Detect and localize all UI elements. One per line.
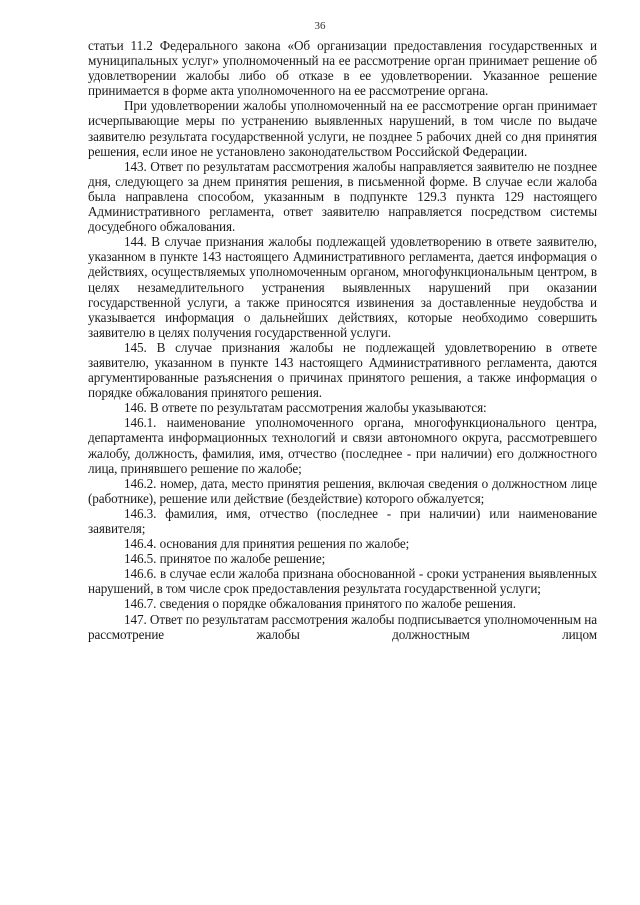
paragraph-146-7: 146.7. сведения о порядке обжалования принятого по жалобе решения. <box>124 596 516 612</box>
paragraph-143: 143. Ответ по результатам рассмотрения жалобы направляется заявителю не позднее дня, следующего за днем принятия решения, в письменной форме. В случае если жалоба была направлена способом, указанным в подпункте 129.3 пункта 129 настоящего Административного регламента, ответ заявителю направляется посредством системы досудебного обжалования. <box>88 158 597 235</box>
paragraph-146-6: 146.6. в случае если жалоба признана обоснованной - сроки устранения выявленных нарушений, в том числе срок предоставления результата государственной услуги; <box>88 566 597 597</box>
paragraph-144: 144. В случае признания жалобы подлежащей удовлетворению в ответе заявителю, указанном в пункте 143 настоящего Административного регламента, дается информация о действиях, осуществляемых уполномоченным органом, многофункциональным центром, в целях незамедлительного устранения выявленных нарушений при оказании государственной услуги, а также приносятся извинения за доставленные неудобства и указывается информация о дальнейших действиях, которые необходимо совершить заявителю в целях получения государственной услуги. <box>88 234 597 340</box>
paragraph-146-1: 146.1. наименование уполномоченного органа, многофункционального центра, департамента информационных технологий и связи автономного округа, рассмотревшего жалобу, должность, фамилия, имя, отчество (последнее - при наличии) его должностного лица, принявшего решение по жалобе; <box>88 415 597 476</box>
paragraph-146: 146. В ответе по результатам рассмотрения жалобы указываются: <box>124 400 487 416</box>
paragraph-satisfaction-measures: При удовлетворении жалобы уполномоченный на ее рассмотрение орган принимает исчерпывающие меры по устранению выявленных нарушений, в том числе по выдаче заявителю результата государственной услуги, не позднее 5 рабочих дней со дня принятия решения, если иное не установлено законодательством Российской Федерации. <box>88 98 597 159</box>
paragraph-continuation: статьи 11.2 Федерального закона «Об организации предоставления государственных и муниципальных услуг» уполномоченный на ее рассмотрение орган принимает решение об удовлетворении жалобы либо об отказе в ее удовлетворении. Указанное решение принимается в форме акта уполномоченного на ее рассмотрение органа. <box>88 38 597 99</box>
paragraph-146-5: 146.5. принятое по жалобе решение; <box>124 551 326 567</box>
paragraph-146-3: 146.3. фамилия, имя, отчество (последнее - при наличии) или наименование заявителя; <box>88 505 597 536</box>
paragraph-147: 147. Ответ по результатам рассмотрения жалобы подписывается уполномоченным на рассмотрение жалобы должностным лицом <box>88 611 597 642</box>
document-body <box>88 38 597 642</box>
paragraph-145: 145. В случае признания жалобы не подлежащей удовлетворению в ответе заявителю, указанном в пункте 143 настоящего Административного регламента, даются аргументированные разъяснения о причинах принятого решения, а также информация о порядке обжалования принятого решения. <box>88 339 597 401</box>
paragraph-146-2: 146.2. номер, дата, место принятия решения, включая сведения о должностном лице (работнике), решение или действие (бездействие) которого обжалуется; <box>88 475 597 506</box>
page-number: 36 <box>314 20 326 32</box>
paragraph-146-4: 146.4. основания для принятия решения по жалобе; <box>124 536 410 552</box>
